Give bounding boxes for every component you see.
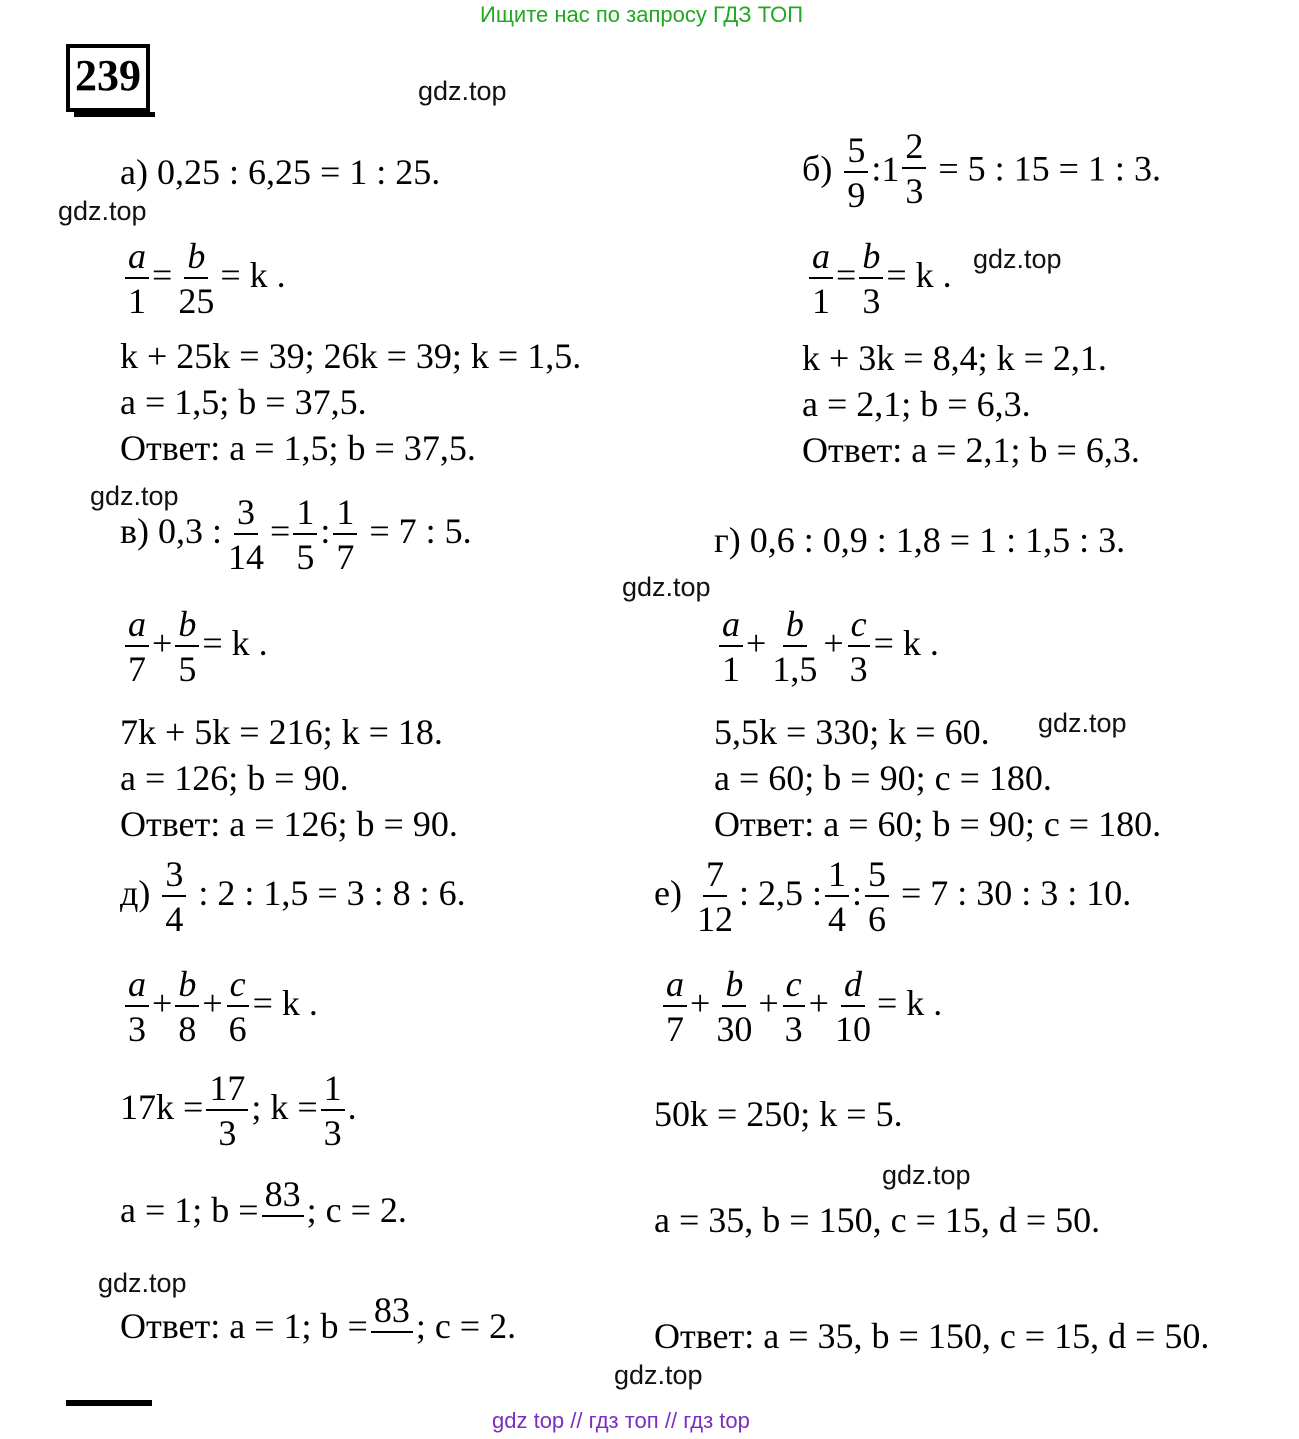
part-a-ratio-text: 0,25 : 6,25 = 1 : 25. — [156, 152, 441, 192]
fraction: $\frac{a}{1}$ — [125, 238, 149, 319]
watermark: gdz.top — [622, 572, 711, 602]
footer-links — [492, 1408, 750, 1434]
watermark: gdz.top — [614, 1360, 703, 1390]
fraction: $\frac{b}{25}$ — [178, 236, 215, 321]
answer-label: Ответ: — [120, 428, 221, 468]
footer-separator: // — [570, 1408, 583, 1433]
part-b-proportion: $\frac{a}{1}$ = $\frac{b}{3}$ = k . — [806, 238, 952, 319]
fraction: $\frac{1}{4}$ — [825, 856, 849, 937]
part-a-line-3: a = 1,5; b = 37,5. — [120, 382, 367, 422]
fraction: $\frac{c}{3}$ — [849, 604, 868, 689]
answer-text: a = 60; b = 90; c = 180. — [823, 804, 1162, 844]
fraction: $\frac{5}{9}$ — [844, 132, 868, 213]
fraction: $\frac{d}{10}$ — [834, 964, 871, 1049]
part-e-ratio: е) $\frac{7}{12}$ : 2,5 : $\frac{1}{4}$ : $\frac{5}{6}$ = 7 : 30 : 3 : 10. — [654, 854, 1132, 939]
part-e-label: е) — [654, 872, 682, 913]
fraction: $\frac{17}{3}$ — [206, 1070, 248, 1151]
part-v-label: в) — [120, 510, 149, 551]
part-e-line-2: 50k = 250; k = 5. — [654, 1094, 903, 1134]
fraction: $\frac{2}{3}$ — [902, 128, 926, 209]
part-a-ratio — [120, 152, 440, 192]
part-v-line-3: a = 126; b = 90. — [120, 758, 349, 798]
watermark: gdz.top — [418, 76, 507, 106]
answer-label: Ответ: — [120, 804, 221, 844]
fraction: $\frac{b}{1,5}$ — [772, 604, 818, 689]
fraction: $\frac{a}{7}$ — [125, 606, 149, 687]
part-v-line-2: 7k + 5k = 216; k = 18. — [120, 712, 443, 752]
fraction: $\frac{c}{6}$ — [228, 964, 247, 1049]
fraction: $\frac{b}{30}$ — [716, 964, 753, 1049]
footer-link[interactable]: gdz top — [492, 1408, 565, 1433]
answer-text: a = 1,5; b = 37,5. — [229, 428, 476, 468]
watermark: gdz.top — [90, 481, 179, 511]
part-d-proportion: $\frac{a}{3}$ + $\frac{b}{8}$ + $\frac{c}{6}$ = k . — [122, 966, 318, 1047]
part-g-line-2: 5,5k = 330; k = 60. — [714, 712, 990, 752]
fraction: $\frac{7}{12}$ — [696, 854, 733, 939]
footer-link[interactable]: гдз top — [683, 1408, 750, 1433]
fraction: $\frac{b}{8}$ — [175, 966, 199, 1047]
part-e-answer — [654, 1316, 1209, 1356]
fraction: $\frac{1}{5}$ — [293, 494, 317, 575]
fraction: $\frac{c}{3}$ — [784, 964, 803, 1049]
fraction: 83 — [262, 1176, 304, 1251]
answer-label: Ответ: — [802, 430, 903, 470]
part-v-answer — [120, 804, 458, 844]
watermark: gdz.top — [58, 196, 147, 226]
watermark: gdz.top — [1038, 708, 1127, 738]
part-d-line-2: 17k = $\frac{17}{3}$ ; k = $\frac{1}{3}$ . — [120, 1068, 357, 1153]
part-e-proportion: $\frac{a}{7}$ + $\frac{b}{30}$ + $\frac{c}{3}$ + $\frac{d}{10}$ = k . — [660, 966, 942, 1047]
watermark: gdz.top — [882, 1160, 971, 1190]
fraction: $\frac{3}{14}$ — [228, 492, 265, 577]
part-v-proportion: $\frac{a}{7}$ + $\frac{b}{5}$ = k . — [122, 606, 268, 687]
part-b-answer — [802, 430, 1140, 470]
part-g-line-3: a = 60; b = 90; c = 180. — [714, 758, 1052, 798]
part-a-proportion: $\frac{a}{1}$ = $\frac{b}{25}$ = k . — [122, 238, 286, 319]
fraction: $\frac{1}{3}$ — [321, 1070, 345, 1151]
watermark: gdz.top — [973, 244, 1062, 274]
part-d-line-3: a = 1; b = 83 ; c = 2. — [120, 1176, 407, 1251]
fraction: $\frac{a}{1}$ — [809, 238, 833, 319]
part-g-ratio-text: 0,6 : 0,9 : 1,8 = 1 : 1,5 : 3. — [749, 520, 1126, 560]
watermark: gdz.top — [98, 1268, 187, 1298]
problem-number: 239 — [66, 44, 150, 112]
fraction: $\frac{a}{3}$ — [125, 966, 149, 1047]
fraction: $\frac{5}{6}$ — [865, 856, 889, 937]
answer-text: a = 2,1; b = 6,3. — [911, 430, 1140, 470]
part-e-line-3: a = 35, b = 150, c = 15, d = 50. — [654, 1200, 1101, 1240]
part-a-answer — [120, 428, 476, 468]
part-b-ratio: б) $\frac{5}{9}$ : 1 $\frac{2}{3}$ = 5 : 15 = 1 : 3. — [802, 126, 1161, 215]
fraction: $\frac{1}{7}$ — [333, 494, 357, 575]
fraction: $\frac{a}{7}$ — [663, 966, 687, 1047]
part-a-line-2: k + 25k = 39; 26k = 39; k = 1,5. — [120, 336, 582, 376]
part-d-label: д) — [120, 872, 151, 913]
fraction: $\frac{b}{5}$ — [175, 606, 199, 687]
part-a-label: а) — [120, 152, 148, 192]
part-b-line-2: k + 3k = 8,4; k = 2,1. — [802, 338, 1107, 378]
fraction: $\frac{b}{3}$ — [859, 238, 883, 319]
answer-label: Ответ: — [120, 1305, 221, 1346]
search-banner: Ищите нас по запросу ГДЗ ТОП — [480, 2, 804, 27]
part-g-label: г) — [714, 520, 741, 560]
answer-label: Ответ: — [654, 1316, 755, 1356]
part-g-proportion: $\frac{a}{1}$ + $\frac{b}{1,5}$ + $\frac{c}{3}$ = k . — [716, 606, 939, 687]
fraction: $\frac{3}{4}$ — [162, 856, 186, 937]
part-b-label: б) — [802, 148, 833, 189]
part-g-answer — [714, 804, 1161, 844]
bottom-rule — [66, 1400, 152, 1406]
answer-text: a = 35, b = 150, c = 15, d = 50. — [763, 1316, 1210, 1356]
part-v-ratio: в) 0,3 : $\frac{3}{14}$ = $\frac{1}{5}$ : $\frac{1}{7}$ = 7 : 5. — [120, 492, 472, 577]
footer-link[interactable]: гдз топ — [588, 1408, 659, 1433]
footer-separator: // — [664, 1408, 678, 1433]
answer-label: Ответ: — [714, 804, 815, 844]
answer-text: a = 126; b = 90. — [229, 804, 458, 844]
part-d-ratio: д) $\frac{3}{4}$ : 2 : 1,5 = 3 : 8 : 6. — [120, 854, 466, 939]
part-d-answer: Ответ: a = 1; b = 83 ; c = 2. — [120, 1292, 516, 1367]
part-b-line-3: a = 2,1; b = 6,3. — [802, 384, 1031, 424]
part-g-ratio — [714, 520, 1125, 560]
fraction: $\frac{a}{1}$ — [719, 606, 743, 687]
fraction: 83 — [371, 1292, 413, 1367]
